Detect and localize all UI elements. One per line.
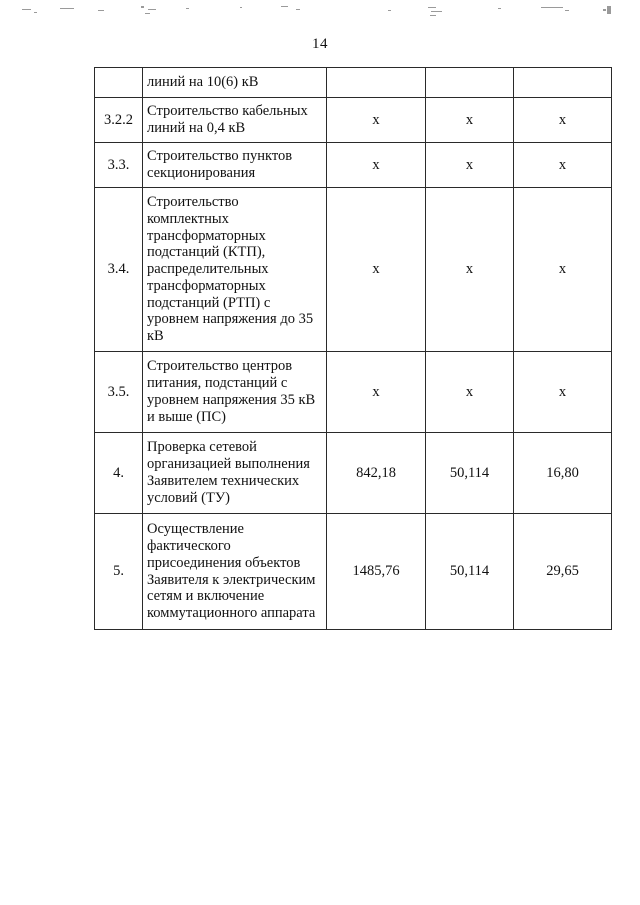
page-number: 14 xyxy=(312,36,328,52)
item-description: Осуществление фактического присоединения объектов Заявителя к электрическим сетям и включение коммутационного аппарата xyxy=(143,514,327,630)
table-row xyxy=(95,352,612,433)
item-number xyxy=(95,68,143,98)
item-description: Строительство комплектных трансформаторных подстанций (КТП), распределительных трансформаторных подстанций (РТП) с уровнем напряжения до 35 кВ xyxy=(143,188,327,352)
value-column-1: 1485,76 xyxy=(327,514,426,630)
item-description: Строительство центров питания, подстанций с уровнем напряжения 35 кВ и выше (ПС) xyxy=(143,352,327,433)
item-number: 5. xyxy=(95,514,143,630)
value-column-2: 50,114 xyxy=(426,433,514,514)
value-column-3: х xyxy=(514,143,612,188)
value-column-1: 842,18 xyxy=(327,433,426,514)
table-row xyxy=(95,68,612,98)
table-row xyxy=(95,433,612,514)
item-number: 3.3. xyxy=(95,143,143,188)
item-number: 4. xyxy=(95,433,143,514)
value-column-2: х xyxy=(426,188,514,352)
item-description: Проверка сетевой организацией выполнения Заявителем технических условий (ТУ) xyxy=(143,433,327,514)
table-row xyxy=(95,143,612,188)
value-column-1: х xyxy=(327,98,426,143)
item-number: 3.4. xyxy=(95,188,143,352)
value-column-1 xyxy=(327,68,426,98)
value-column-2: х xyxy=(426,143,514,188)
table-row xyxy=(95,188,612,352)
value-column-2: х xyxy=(426,98,514,143)
table-row xyxy=(95,514,612,630)
table-row xyxy=(95,98,612,143)
value-column-3: 16,80 xyxy=(514,433,612,514)
item-description: Строительство пунктов секционирования xyxy=(143,143,327,188)
value-column-3: х xyxy=(514,98,612,143)
value-column-2 xyxy=(426,68,514,98)
value-column-3: х xyxy=(514,188,612,352)
tariff-table xyxy=(94,67,612,630)
value-column-1: х xyxy=(327,352,426,433)
value-column-3 xyxy=(514,68,612,98)
item-description: линий на 10(6) кВ xyxy=(143,68,327,98)
item-description: Строительство кабельных линий на 0,4 кВ xyxy=(143,98,327,143)
value-column-1: х xyxy=(327,143,426,188)
item-number: 3.5. xyxy=(95,352,143,433)
value-column-1: х xyxy=(327,188,426,352)
item-number: 3.2.2 xyxy=(95,98,143,143)
value-column-2: х xyxy=(426,352,514,433)
scan-artifact-marks xyxy=(0,0,640,28)
value-column-3: 29,65 xyxy=(514,514,612,630)
value-column-2: 50,114 xyxy=(426,514,514,630)
value-column-3: х xyxy=(514,352,612,433)
